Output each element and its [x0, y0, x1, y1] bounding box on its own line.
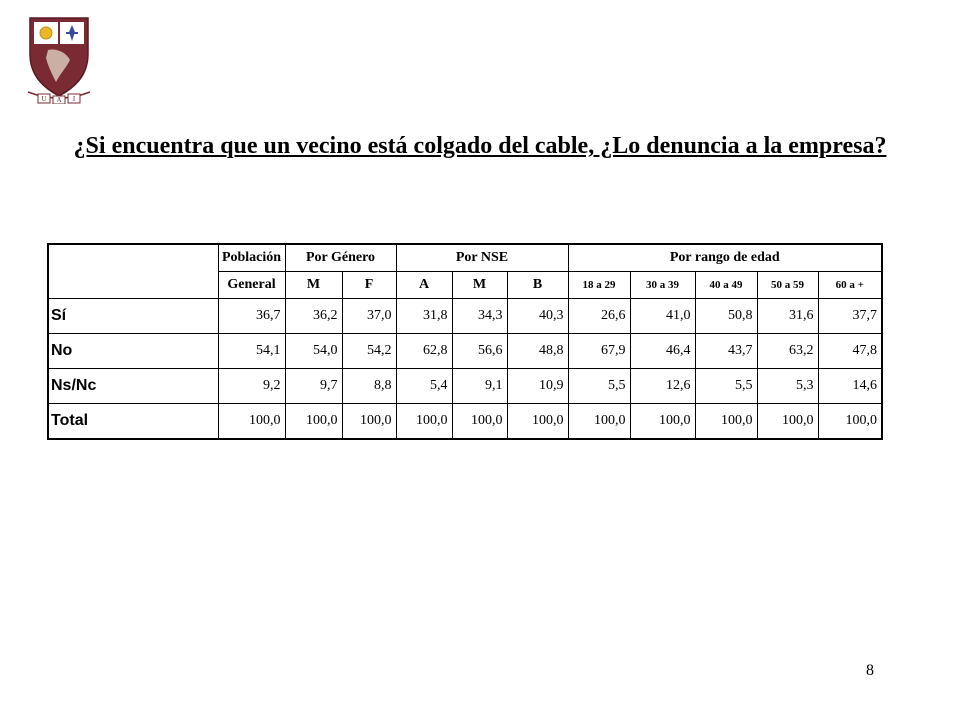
- table-cell: 100,0: [818, 404, 882, 440]
- header-por-genero: Por Género: [285, 244, 396, 272]
- table-cell: 40,3: [507, 299, 568, 334]
- table-cell: 36,7: [218, 299, 285, 334]
- table-cell: 37,7: [818, 299, 882, 334]
- table-cell: 100,0: [695, 404, 757, 440]
- table-cell: 5,5: [695, 369, 757, 404]
- table-cell: 100,0: [342, 404, 396, 440]
- table-cell: 9,2: [218, 369, 285, 404]
- table-row: [48, 299, 882, 334]
- row-label: Total: [48, 404, 218, 440]
- table-cell: 34,3: [452, 299, 507, 334]
- table-cell: 100,0: [218, 404, 285, 440]
- table-cell: 37,0: [342, 299, 396, 334]
- header-por-rango-edad: Por rango de edad: [568, 244, 882, 272]
- row-label: Ns/Nc: [48, 369, 218, 404]
- table-cell: 100,0: [452, 404, 507, 440]
- table-cell: 100,0: [285, 404, 342, 440]
- table-cell: 67,9: [568, 334, 630, 369]
- header-row-top: [48, 244, 882, 272]
- table-cell: 54,2: [342, 334, 396, 369]
- table-cell: 48,8: [507, 334, 568, 369]
- header-m-nse: M: [452, 272, 507, 299]
- table-cell: 9,1: [452, 369, 507, 404]
- table-cell: 5,4: [396, 369, 452, 404]
- table-cell: 47,8: [818, 334, 882, 369]
- table-cell: 41,0: [630, 299, 695, 334]
- header-general: General: [218, 272, 285, 299]
- table-cell: 36,2: [285, 299, 342, 334]
- table-cell: 63,2: [757, 334, 818, 369]
- logo-letter-u: U: [41, 95, 47, 103]
- row-label: No: [48, 334, 218, 369]
- uai-crest-icon: [26, 14, 92, 104]
- header-b: B: [507, 272, 568, 299]
- table-cell: 100,0: [630, 404, 695, 440]
- header-30-39: 30 a 39: [630, 272, 695, 299]
- header-m-genero: M: [285, 272, 342, 299]
- table-cell: 9,7: [285, 369, 342, 404]
- header-a: A: [396, 272, 452, 299]
- table-cell: 10,9: [507, 369, 568, 404]
- page-number: 8: [866, 662, 874, 679]
- table-cell: 46,4: [630, 334, 695, 369]
- header-corner: [48, 244, 218, 299]
- table-cell: 54,1: [218, 334, 285, 369]
- table-cell: 31,8: [396, 299, 452, 334]
- table-cell: 62,8: [396, 334, 452, 369]
- table-cell: 14,6: [818, 369, 882, 404]
- uai-logo: [26, 14, 92, 104]
- header-40-49: 40 a 49: [695, 272, 757, 299]
- results-table: [47, 243, 883, 440]
- header-60-plus: 60 a +: [818, 272, 882, 299]
- table-cell: 26,6: [568, 299, 630, 334]
- table-cell: 12,6: [630, 369, 695, 404]
- header-18-29: 18 a 29: [568, 272, 630, 299]
- table-cell: 100,0: [396, 404, 452, 440]
- table-cell: 8,8: [342, 369, 396, 404]
- logo-letter-a: A: [56, 96, 62, 104]
- slide-title: ¿Si encuentra que un vecino está colgado del cable, ¿Lo denuncia a la empresa?: [73, 133, 887, 159]
- table-row: [48, 334, 882, 369]
- table-row: [48, 404, 882, 440]
- header-50-59: 50 a 59: [757, 272, 818, 299]
- logo-letter-i: I: [72, 95, 76, 103]
- row-label: Sí: [48, 299, 218, 334]
- header-f: F: [342, 272, 396, 299]
- table-cell: 54,0: [285, 334, 342, 369]
- table-cell: 50,8: [695, 299, 757, 334]
- table-cell: 100,0: [507, 404, 568, 440]
- table-cell: 5,3: [757, 369, 818, 404]
- table-cell: 100,0: [568, 404, 630, 440]
- header-poblacion: Población: [218, 244, 285, 272]
- table-cell: 31,6: [757, 299, 818, 334]
- table-row: [48, 369, 882, 404]
- table-cell: 100,0: [757, 404, 818, 440]
- header-por-nse: Por NSE: [396, 244, 568, 272]
- table-cell: 56,6: [452, 334, 507, 369]
- table-cell: 5,5: [568, 369, 630, 404]
- table-cell: 43,7: [695, 334, 757, 369]
